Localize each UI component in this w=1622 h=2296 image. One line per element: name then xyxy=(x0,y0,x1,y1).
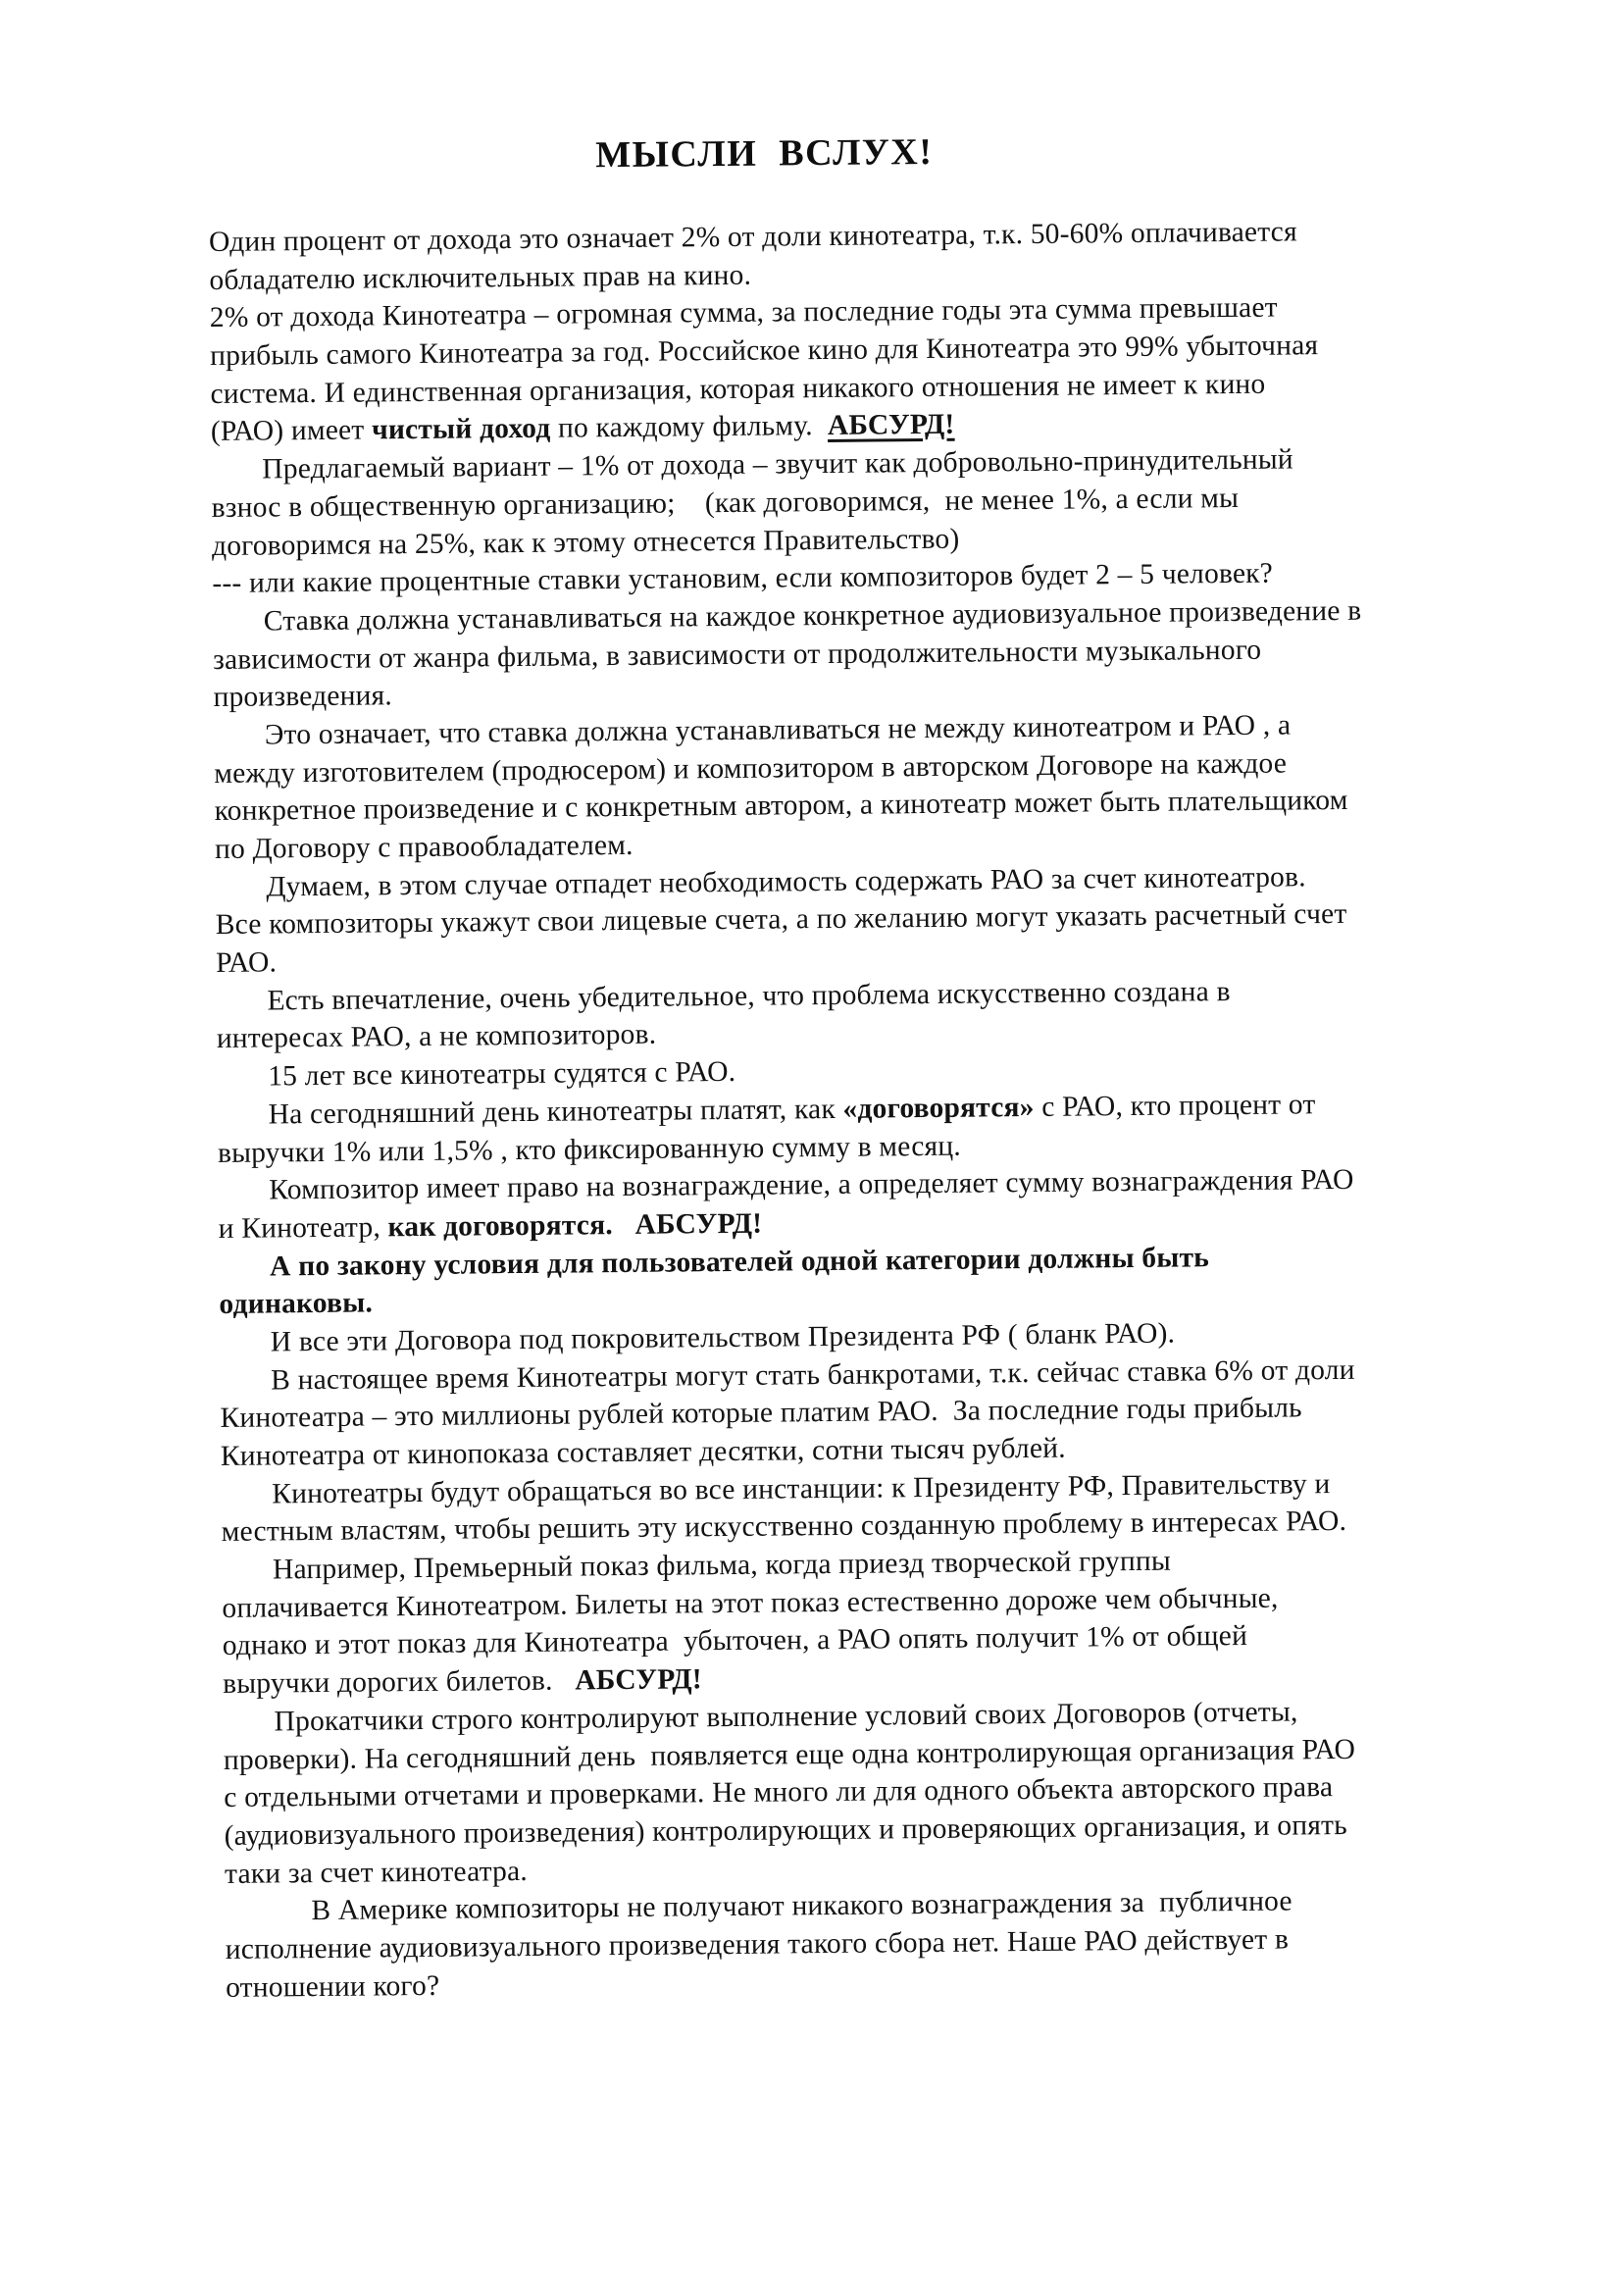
body-text: договоримся на 25%, как к этому отнесется Правительство) xyxy=(211,523,960,562)
body-text: оплачивается Кинотеатром. Билеты на этот показ естественно дороже чем обычные, xyxy=(222,1582,1279,1624)
body-text: интересах РАО, а не композиторов. xyxy=(216,1019,657,1055)
body-text: В Америке композиторы не получают никакого вознаграждения за публичное xyxy=(311,1885,1293,1927)
body-text: Ставка должна устанавливаться на каждое конкретное аудиовизуальное произведение в xyxy=(263,594,1362,638)
body-text: система. И единственная организация, которая никакого отношения не имеет к кино xyxy=(210,368,1266,410)
body-text: местным властям, чтобы решить эту искусственно созданную проблему в интересах РАО. xyxy=(221,1505,1347,1549)
body-text: 15 лет все кинотеатры судятся с РАО. xyxy=(268,1056,736,1093)
body-text: взнос в общественную организацию; (как договоримся, не менее 1%, а если мы xyxy=(211,482,1240,524)
body-text: с отдельными отчетами и проверками. Не много ли для одного объекта авторского права xyxy=(224,1771,1334,1814)
body-text: (аудиовизуального произведения) контролирующих и проверяющих организация, и опять xyxy=(224,1809,1347,1852)
body-text: исполнение аудиовизуального произведения такого сбора нет. Наше РАО действует в xyxy=(225,1923,1290,1965)
body-text: выручки 1% или 1,5% , кто фиксированную сумму в месяц. xyxy=(217,1130,962,1169)
body-text: по каждому фильму. xyxy=(550,410,829,445)
body-text: Прокатчики строго контролируют выполнение условий своих Договоров (отчеты, xyxy=(274,1696,1298,1738)
body-text: На сегодняшний день кинотеатры платят, как xyxy=(268,1093,843,1131)
emphasis-text: чистый доход xyxy=(371,413,551,446)
body-text: проверки). На сегодняшний день появляется еще одна контролирующая организация РАО xyxy=(223,1733,1356,1776)
body-text: Один процент от дохода это означает 2% от доли кинотеатра, т.к. 50-60% оплачивается xyxy=(208,216,1297,259)
body-text: зависимости от жанра фильма, в зависимости от продолжительности музыкального xyxy=(212,634,1262,676)
body-text: между изготовителем (продюсером) и композитором в авторском Договоре на каждое xyxy=(214,747,1288,790)
body-text: Кинотеатра от кинопоказа составляет десятки, сотни тысяч рублей. xyxy=(220,1432,1066,1472)
body-text: по Договору с правообладателем. xyxy=(214,829,634,865)
body-text: однако и этот показ для Кинотеатра убыточен, а РАО опять получит 1% от общей xyxy=(222,1620,1248,1662)
emphasis-text: как договорятся. АБСУРД! xyxy=(387,1207,763,1244)
body-text: Кинотеатра – это миллионы рублей которые платим РАО. За последние годы прибыль xyxy=(220,1392,1302,1435)
body-text: Предлагаемый вариант – 1% от дохода – звучит как добровольно-принудительный xyxy=(262,443,1293,485)
body-text: РАО. xyxy=(215,946,278,980)
body-text: Это означает, что ставка должна устанавливаться не между кинотеатром и РАО , а xyxy=(264,709,1292,751)
body-text: Кинотеатры будут обращаться во все инстанции: к Президенту РФ, Правительству и xyxy=(272,1467,1331,1510)
body-text: --- или какие процентные ставки установим, если композиторов будет 2 – 5 человек? xyxy=(212,557,1274,600)
body-text: конкретное произведение и с конкретным автором, а кинотеатр может быть плательщиком xyxy=(214,785,1348,828)
body-text: Например, Премьерный показ фильма, когда приезд творческой группы xyxy=(272,1545,1172,1586)
emphasis-text: АБСУРД! xyxy=(827,409,955,442)
body-text: таки за счет кинотеатра. xyxy=(224,1855,529,1890)
emphasis-text: «договорятся» xyxy=(842,1091,1035,1125)
body-text: прибыль самого Кинотеатра за год. Российское кино для Кинотеатра это 99% убыточная xyxy=(210,330,1319,373)
document-body xyxy=(209,211,1530,2007)
body-text: обладателю исключительных прав на кино. xyxy=(209,259,752,296)
body-text: Думаем, в этом случае отпадет необходимость содержать РАО за счет кинотеатров. xyxy=(266,860,1306,903)
emphasis-text: одинаковы. xyxy=(219,1287,374,1321)
body-text: (РАО) имеет xyxy=(210,414,373,448)
emphasis-text: А по закону условия для пользователей одной категории должны быть xyxy=(269,1241,1210,1283)
body-text: И все эти Договора под покровительством Президента РФ ( бланк РАО). xyxy=(270,1317,1176,1358)
body-text: отношении кого? xyxy=(225,1969,440,2004)
body-text: Композитор имеет право на вознаграждение, а определяет сумму вознаграждения РАО xyxy=(269,1164,1354,1206)
document-title: МЫСЛИ ВСЛУХ! xyxy=(595,130,934,177)
body-text: Все композиторы укажут свои лицевые счета, а по желанию могут указать расчетный счет xyxy=(215,898,1347,942)
body-text: с РАО, кто процент от xyxy=(1034,1089,1316,1123)
body-text: и Кинотеатр, xyxy=(218,1211,388,1245)
body-text: произведения. xyxy=(213,680,393,714)
emphasis-text: АБСУРД! xyxy=(575,1663,703,1697)
body-text: Есть впечатление, очень убедительное, что проблема искусственно создана в xyxy=(267,975,1231,1017)
body-text: 2% от дохода Кинотеатра – огромная сумма, за последние годы эта сумма превышает xyxy=(209,291,1278,334)
body-text: выручки дорогих билетов. xyxy=(223,1664,576,1701)
body-text: В настоящее время Кинотеатры могут стать банкротами, т.к. сейчас ставка 6% от доли xyxy=(271,1353,1355,1397)
